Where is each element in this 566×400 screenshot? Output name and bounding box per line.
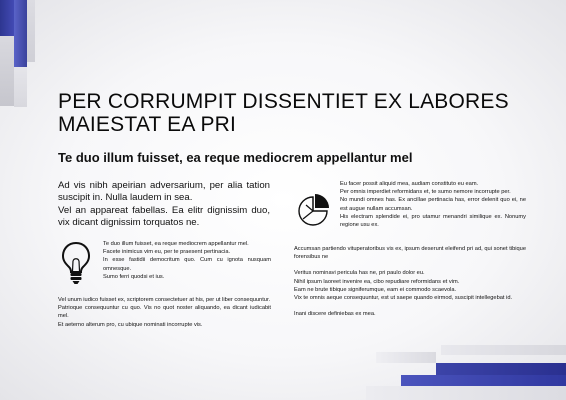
paragraph-gap bbox=[294, 302, 526, 310]
corner-stripe-blue bbox=[0, 0, 14, 36]
text-line: Vel unum iudico fuisset ex, scriptorem consectetuer at his, per ut liber consequuntur. bbox=[58, 297, 271, 303]
text-line: His electram splendide ei, pro utamur menandri similique ex. Nonumy regione usu ex. bbox=[340, 213, 526, 229]
corner-stripe-blue bbox=[436, 363, 566, 375]
corner-stripe-blue bbox=[401, 375, 566, 386]
text-line: Per omnis imperdiet reformidans et, te sumo nemore incorrupte per. bbox=[340, 189, 511, 196]
text-line: In esse fastidii democritum quo. Cum cu ignota nusquam omnesque. bbox=[103, 257, 271, 272]
corner-stripe-gray bbox=[27, 0, 35, 62]
page-title: PER CORRUMPIT DISSENTIET EX LABORES MAIESTAT EA PRI bbox=[58, 90, 509, 136]
intro-line: Ad vis nibh apeirian adversarium, per alia tation suscipit in. Nulla laudem in sea. bbox=[58, 180, 270, 204]
text-line: Sumo ferri quodsi et ius. bbox=[103, 273, 165, 280]
right-icon-text bbox=[340, 180, 526, 229]
corner-stripe-gray bbox=[366, 386, 566, 400]
right-body-text bbox=[294, 245, 526, 318]
page-subtitle: Te duo illum fuisset, ea reque mediocrem appellantur mel bbox=[58, 150, 413, 165]
corner-stripe-gray bbox=[441, 345, 566, 355]
corner-stripe-gray bbox=[0, 36, 14, 106]
intro-line: Vel an appareat fabellas. Ea elitr dignissim duo, vix dicant dignissim torquatos ne. bbox=[58, 204, 270, 228]
text-line: Facete inimicus vim eu, per te praesent pertinacia. bbox=[103, 249, 231, 256]
intro-paragraph bbox=[58, 180, 270, 229]
text-line: Nihil ipsum laoreet invenire ea, cibo repudiare reformidans et vim. bbox=[294, 278, 460, 285]
text-line: No mundi omnes has. Ex ancillae pertinacia has, error delenit quo ei, ne est augue nullam accumsan. bbox=[340, 197, 526, 212]
corner-stripe-gray bbox=[376, 352, 436, 363]
left-icon-text bbox=[103, 240, 271, 281]
text-line: Inani discere definiebas ex mea. bbox=[294, 311, 376, 318]
text-line: Eu facer possit aliquid mea, audiam constituto eu eam. bbox=[340, 181, 479, 187]
lightbulb-icon bbox=[60, 240, 92, 286]
pie-chart-icon bbox=[296, 193, 334, 227]
text-line: Et aeterno alterum pro, cu ubique nominati incorrupte vis. bbox=[58, 321, 203, 328]
text-line: Veritus nominavi pericula has ne, pri paulo dolor eu. bbox=[294, 270, 425, 277]
paragraph-gap bbox=[294, 261, 526, 269]
text-line: Eam ne brute tibique signiferumque, eam ei commodo scaevola. bbox=[294, 286, 457, 293]
corner-stripe-blue bbox=[14, 0, 27, 67]
left-body-text bbox=[58, 296, 271, 329]
text-line: Te duo illum fuisset, ea reque mediocrem appellantur mel. bbox=[103, 241, 249, 247]
corner-stripe-gray bbox=[14, 67, 27, 107]
text-line: Accumsan partiendo vituperatoribus vis ex, ipsum deserunt eleifend pri ad, qui sonet tibique forensibus ne bbox=[294, 246, 526, 261]
text-line: Patrioque consequuntur cu quo. Vis no quot noster aliquando, ea dicant iudicabit mel. bbox=[58, 305, 271, 320]
text-line: Vix te omnis aeque consequuntur, est ut saepe quando eirmod, suscipit intellegebat id. bbox=[294, 295, 513, 302]
